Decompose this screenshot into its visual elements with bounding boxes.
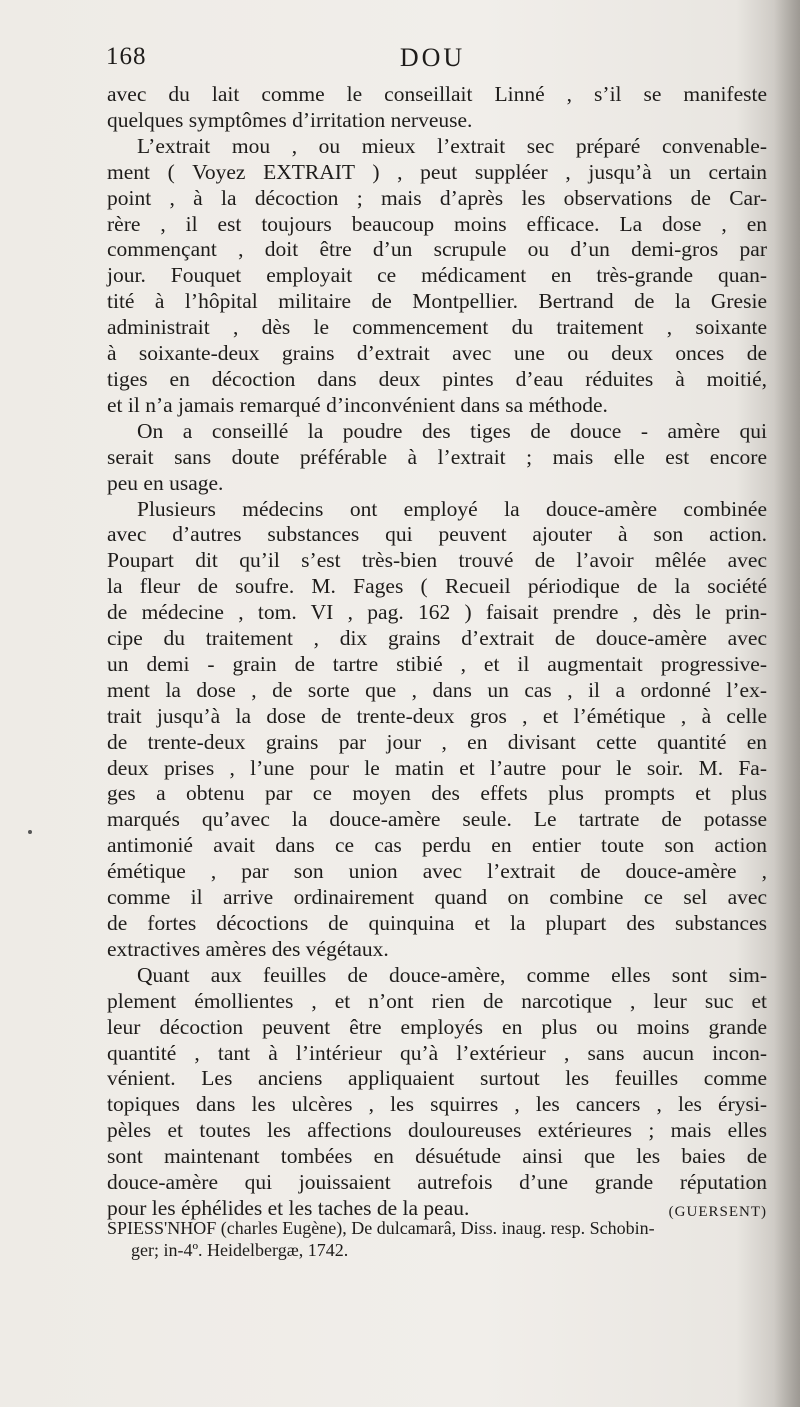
text-line: un demi - grain de tartre stibié , et il augmentait progressive- (107, 651, 767, 676)
page-header (100, 43, 765, 79)
margin-ink-mark (28, 830, 32, 834)
text-line: pour les éphélides et les taches de la peau. (107, 1195, 470, 1220)
text-line: Quant aux feuilles de douce-amère, comme elles sont sim- (137, 962, 767, 987)
text-line: topiques dans les ulcères , les squirres , les cancers , les érysi- (107, 1092, 767, 1117)
text-line: vénient. Les anciens appliquaient surtout les feuilles comme (107, 1066, 767, 1091)
text-line: et il n’a jamais remarqué d’inconvénient dans sa méthode. (107, 392, 608, 417)
text-line: émétique , par son union avec l’extrait de douce-amère , (107, 859, 767, 884)
text-line: commençant , doit être d’un scrupule ou d’un demi-gros par (107, 237, 767, 262)
article-body (107, 82, 767, 1226)
text-line: comme il arrive ordinairement quand on combine ce sel avec (107, 885, 767, 910)
text-line: sont maintenant tombées en désuétude ainsi que les baies de (107, 1144, 767, 1169)
bibliography (107, 1217, 767, 1261)
text-line: leur décoction peuvent être employés en plus ou moins grande (107, 1014, 767, 1039)
text-line: quantité , tant à l’intérieur qu’à l’extérieur , sans aucun incon- (107, 1040, 767, 1065)
text-line: ment ( Voyez EXTRAIT ) , peut suppléer , jusqu’à un certain (107, 159, 767, 184)
text-line: serait sans doute préférable à l’extrait ; mais elle est encore (107, 444, 767, 469)
text-line: cipe du traitement , dix grains d’extrait de douce-amère avec (107, 626, 767, 651)
text-line: deux prises , l’une pour le matin et l’autre pour le soir. M. Fa- (107, 755, 767, 780)
text-line: avec du lait comme le conseillait Linné , s’il se manifeste (107, 82, 767, 106)
text-line: de trente-deux grains par jour , en divisant cette quantité en (107, 729, 767, 754)
text-line: Poupart dit qu’il s’est très-bien trouvé de l’avoir mêlée avec (107, 548, 767, 573)
text-line: extractives amères des végétaux. (107, 936, 389, 961)
text-line: administrait , dès le commencement du traitement , soixante (107, 315, 767, 340)
text-line: On a conseillé la poudre des tiges de douce - amère qui (137, 418, 767, 443)
text-line: plement émollientes , et n’ont rien de narcotique , leur suc et (107, 988, 767, 1013)
text-line: rère , il est toujours beaucoup moins efficace. La dose , en (107, 211, 767, 236)
text-line: tiges en décoction dans deux pintes d’eau réduites à moitié, (107, 366, 767, 391)
text-line: Plusieurs médecins ont employé la douce-amère combinée (137, 496, 767, 521)
text-line: point , à la décoction ; mais d’après les observations de Car- (107, 185, 767, 210)
text-line: avec d’autres substances qui peuvent ajouter à son action. (107, 522, 767, 547)
text-line: pèles et toutes les affections douloureuses extérieures ; mais elles (107, 1118, 767, 1143)
text-line: ges a obtenu par ce moyen des effets plus prompts et plus (107, 781, 767, 806)
text-line: de fortes décoctions de quinquina et la plupart des substances (107, 911, 767, 935)
text-line: à soixante-deux grains d’extrait avec une ou deux onces de (107, 341, 767, 366)
bibliography-line: ger; in-4º. Heidelbergæ, 1742. (131, 1240, 349, 1260)
text-line: la fleur de soufre. M. Fages ( Recueil périodique de la société (107, 574, 767, 599)
text-line: ment la dose , de sorte que , dans un cas , il a ordonné l’ex- (107, 677, 767, 702)
text-line: tité à l’hôpital militaire de Montpellier. Bertrand de la Gresie (107, 289, 767, 314)
text-line: peu en usage. (107, 470, 224, 495)
author-signature: (GUERSENT) (668, 1203, 767, 1220)
text-line: quelques symptômes d’irritation nerveuse. (107, 107, 473, 132)
text-line: jour. Fouquet employait ce médicament en très-grande quan- (107, 263, 767, 288)
running-head: DOU (399, 43, 466, 72)
text-line: de médecine , tom. VI , pag. 162 ) faisait prendre , dès le prin- (107, 600, 767, 625)
page-number: 168 (106, 43, 147, 70)
text-line: douce-amère qui jouissaient autrefois d’une grande réputation (107, 1170, 767, 1195)
text-line: trait jusqu’à la dose de trente-deux gros , et l’émétique , à celle (107, 703, 767, 728)
bibliography-line: SPIESS'NHOF (charles Eugène), De dulcamarâ, Diss. inaug. resp. Schobin- (107, 1218, 655, 1238)
text-line: L’extrait mou , ou mieux l’extrait sec préparé convenable- (137, 133, 767, 158)
text-line: antimonié avait dans ce cas perdu en entier toute son action (107, 833, 767, 858)
text-line: marqués qu’avec la douce-amère seule. Le tartrate de potasse (107, 807, 767, 832)
